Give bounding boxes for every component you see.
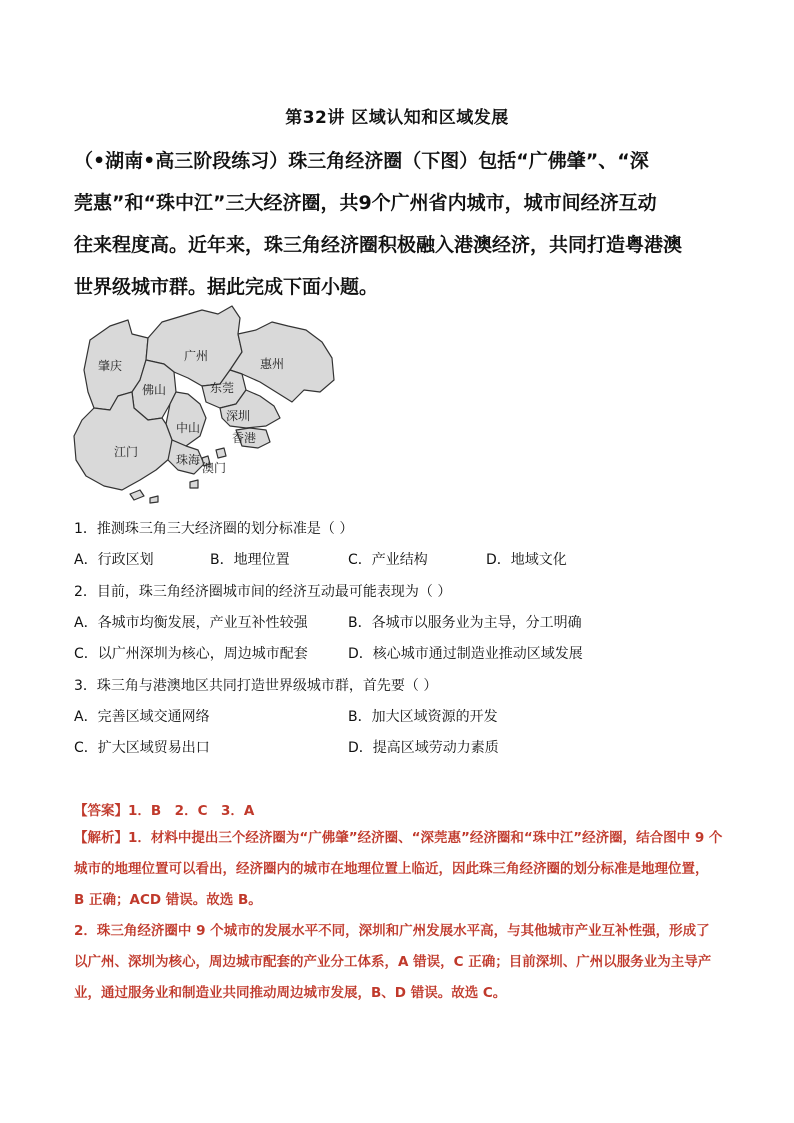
map-svg: [70, 300, 352, 510]
island: [190, 480, 198, 488]
answer-key: 【答案】1．B 2．C 3．A: [74, 803, 255, 819]
intro-line: 世界级城市群。据此完成下面小题。: [74, 276, 379, 298]
island: [130, 490, 144, 500]
question-1-option-c: C．产业结构: [348, 552, 428, 568]
map-label-aomen: 澳门: [202, 461, 227, 475]
question-1-option-a: A．行政区划: [74, 552, 154, 568]
question-1-option-d: D．地域文化: [486, 552, 567, 568]
map-label-xianggang: 香港: [232, 431, 257, 445]
question-2-option-a: A．各城市均衡发展，产业互补性较强: [74, 615, 308, 631]
question-3-stem: 3．珠三角与港澳地区共同打造世界级城市群，首先要（ ）: [74, 678, 438, 694]
map-label-jiangmen: 江门: [114, 445, 139, 459]
map-label-shenzhen: 深圳: [226, 409, 251, 423]
analysis-line: 【解析】1．材料中提出三个经济圈为“广佛肇”经济圈、“深莞惠”经济圈和“珠中江”经济圈，结合图中 9 个: [74, 830, 723, 846]
page-title: 第32讲 区域认知和区域发展: [285, 108, 509, 128]
question-2-option-d: D．核心城市通过制造业推动区域发展: [348, 646, 583, 662]
map-label-dongguan: 东莞: [210, 381, 235, 395]
map-label-guangzhou: 广州: [184, 349, 209, 363]
island: [216, 448, 226, 458]
analysis-line: B 正确；ACD 错误。故选 B。: [74, 892, 262, 908]
question-3-option-c: C．扩大区域贸易出口: [74, 740, 210, 756]
map-label-zhongshan: 中山: [176, 421, 201, 435]
question-3-option-d: D．提高区域劳动力素质: [348, 740, 499, 756]
question-1-option-b: B．地理位置: [210, 552, 290, 568]
analysis-line: 城市的地理位置可以看出，经济圈内的城市在地理位置上临近，因此珠三角经济圈的划分标准是地理位置，: [74, 861, 709, 877]
analysis-line: 2．珠三角经济圈中 9 个城市的发展水平不同，深圳和广州发展水平高，与其他城市产业互补性强，形成了: [74, 923, 710, 939]
map-label-zhaoqing: 肇庆: [98, 359, 123, 373]
question-2-option-b: B．各城市以服务业为主导，分工明确: [348, 615, 582, 631]
question-3-option-b: B．加大区域资源的开发: [348, 709, 498, 725]
analysis-line: 以广州、深圳为核心，周边城市配套的产业分工体系，A 错误，C 正确；目前深圳、广州以服务业为主导产: [74, 954, 712, 970]
map-label-huizhou: 惠州: [260, 357, 285, 371]
intro-paragraph: [74, 140, 726, 308]
map-label-zhuhai: 珠海: [176, 453, 201, 467]
pearl-river-delta-map: [70, 300, 352, 510]
intro-line: 往来程度高。近年来，珠三角经济圈积极融入港澳经济，共同打造粤港澳: [74, 234, 683, 256]
zhongshan-region: [166, 392, 206, 446]
question-3-option-a: A．完善区域交通网络: [74, 709, 210, 725]
intro-line: （•湖南•高三阶段练习）珠三角经济圈（下图）包括“广佛肇”、“深: [74, 150, 649, 172]
question-1-stem: 1．推测珠三角三大经济圈的划分标准是（ ）: [74, 521, 354, 537]
intro-line: 莞惠”和“珠中江”三大经济圈，共9个广州省内城市，城市间经济互动: [74, 192, 657, 214]
island: [150, 496, 158, 503]
question-2-stem: 2．目前，珠三角经济圈城市间的经济互动最可能表现为（ ）: [74, 584, 452, 600]
analysis-line: 业，通过服务业和制造业共同推动周边城市发展，B、D 错误。故选 C。: [74, 985, 507, 1001]
analysis-block: [74, 823, 724, 1009]
question-2-option-c: C．以广州深圳为核心，周边城市配套: [74, 646, 308, 662]
map-label-foshan: 佛山: [142, 383, 167, 397]
